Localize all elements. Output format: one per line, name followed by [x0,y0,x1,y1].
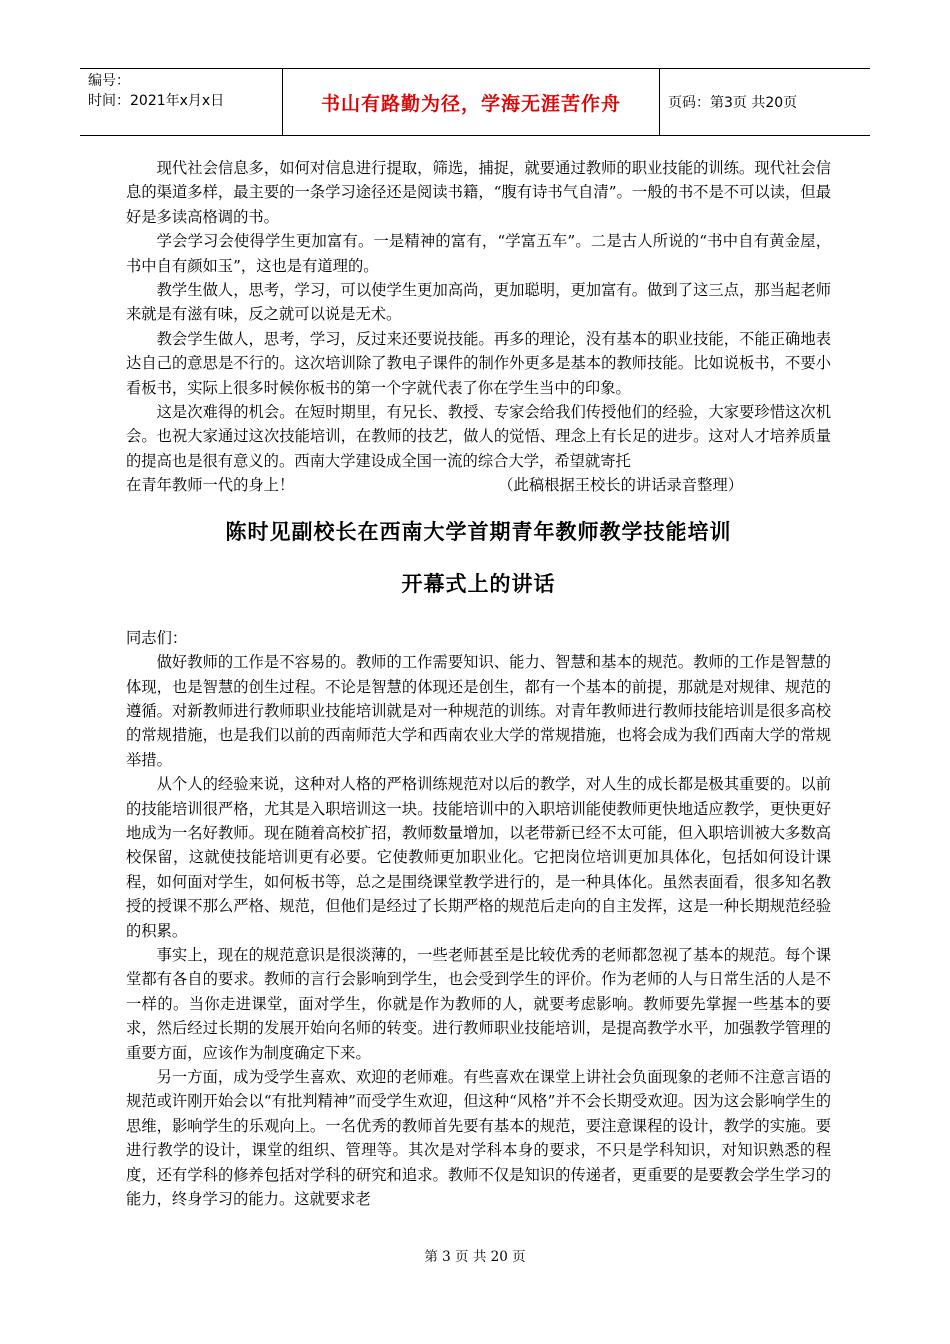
header-page-label: 页码：第3页 共20页 [668,95,798,111]
closing-text: 在青年教师一代的身上！ [126,476,295,495]
source-note: （此稿根据王校长的讲话录音整理） [498,476,743,495]
date-label: 时间：2021年x月x日 [88,93,225,109]
header-motto: 书山有路勤为径，学海无涯苦作舟 [283,69,660,135]
paragraph: 事实上，现在的规范意识是很淡薄的，一些老师甚至是比较优秀的老师都忽视了基本的规范。每个课堂都有各自的要求。教师的言行会影响到学生，也会受到学生的评价。作为老师的人与日常生活的人是不一样的。当你走进课堂，面对学生，你就是作为教师的人，就要考虑影响。教师要先掌握一些基本的要求，然后经过长期的发展开始向名师的转变。进行教师职业技能培训，是提高教学水平，加强教学管理的重要方面，应该作为制度确定下来。 [126,945,831,1062]
paragraph: 教会学生做人，思考，学习，反过来还要说技能。再多的理论，没有基本的职业技能，不能正确地表达自己的意思是不行的。这次培训除了教电子课件的制作外更多是基本的教师技能。比如说板书，不要小看板书，实际上很多时候你板书的第一个字就代表了你在学生当中的印象。 [126,329,831,397]
paragraph: 从个人的经验来说，这种对人格的严格训练规范对以后的教学，对人生的成长都是极其重要的。以前的技能培训很严格，尤其是入职培训这一块。技能培训中的入职培训能使教师更快地适应教学，更快更好地成为一名好教师。现在随着高校扩招，教师数量增加，以老带新已经不太可能，但入职培训被大多数高校保留，这就使技能培训更有必要。它使教师更加职业化。它把岗位培训更加具体化，包括如何设计课程，如何面对学生，如何板书等，总之是围绕课堂教学进行的，是一种具体化。虽然表面看，很多知名教授的授课不那么严格、规范，但他们是经过了长期严格的规范后走向的自主发挥，这是一种长期规范经验的积累。 [126,775,831,940]
speech-title-line1: 陈时见副校长在西南大学首期青年教师教学技能培训 [225,519,732,544]
paragraph: 做好教师的工作是不容易的。教师的工作需要知识、能力、智慧和基本的规范。教师的工作是智慧的体现，也是智慧的创生过程。不论是智慧的体现还是创生，都有一个基本的前提，那就是对规律、规范的遵循。对新教师进行教师职业技能培训就是对一种规范的训练。对青年教师进行教师技能培训是很多高校的常规措施，也是我们以前的西南师范大学和西南农业大学的常规措施，也将会成为我们西南大学的常规举措。 [126,653,831,769]
header-meta [80,69,283,135]
paragraph: 这是次难得的机会。在短时期里，有兄长、教授、专家会给我们传授他们的经验，大家要珍惜这次机会。也祝大家通过这次技能培训，在教师的技艺，做人的觉悟、理念上有长足的进步。这对人才培养质量的提高也是很有意义的。西南大学建设成全国一流的综合大学，希望就寄托 [126,403,831,470]
paragraph: 另一方面，成为受学生喜欢、欢迎的老师难。有些喜欢在课堂上讲社会负面现象的老师不注意言语的规范或许刚开始会以“有批判精神”而受学生欢迎，但这种“风格”并不会长期受欢迎。因为这会影响学生的思维，影响学生的乐观向上。一名优秀的教师首先要有基本的规范，要注意课程的设计，教学的实施。要进行教学的设计，课堂的组织、管理等。其次是对学科本身的要求，不只是学科知识，对知识熟悉的程度，还有学科的修养包括对学科的研究和追求。教师不仅是知识的传递者，更重要的是要教会学生学习的能力，终身学习的能力。这就要求老 [126,1068,831,1209]
paragraph: 现代社会信息多，如何对信息进行提取，筛选，捕捉，就要通过教师的职业技能的训练。现代社会信息的渠道多样，最主要的一条学习途径还是阅读书籍，“腹有诗书气自清”。一般的书不是不可以读，但最好是多读高格调的书。 [126,159,831,226]
closing-line [126,473,831,497]
document-body [126,156,831,1211]
paragraph: 教学生做人，思考，学习，可以使学生更加高尚，更加聪明，更加富有。做到了这三点，那当起老师来就是有滋有味，反之就可以说是无术。 [126,281,831,324]
salutation: 同志们： [126,628,188,647]
paragraph: 学会学习会使得学生更加富有。一是精神的富有，“学富五车”。二是古人所说的“书中自有黄金屋，书中自有颜如玉”，这也是有道理的。 [126,232,831,275]
number-label: 编号： [88,73,130,89]
speech-title-line2: 开幕式上的讲话 [401,571,556,596]
page-footer: 第 3 页 共 20 页 [424,1249,526,1265]
page-header [80,68,870,136]
